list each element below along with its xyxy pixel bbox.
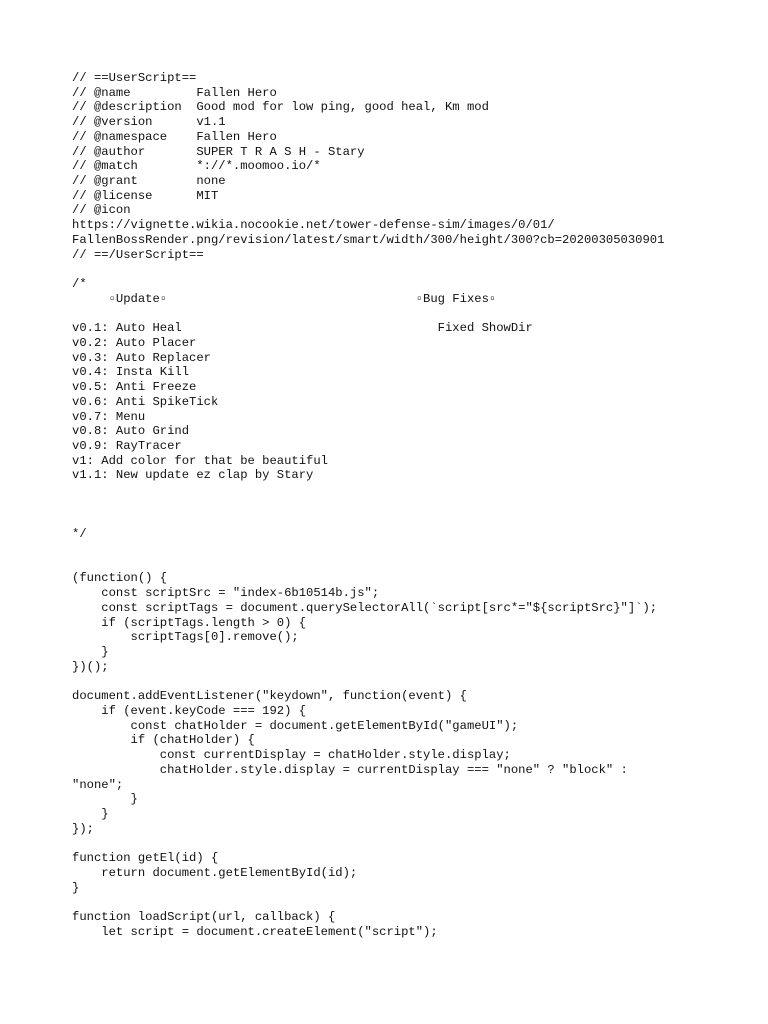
code-line: v0.8: Auto Grind xyxy=(72,424,190,439)
code-line: "none"; xyxy=(72,777,124,792)
code-line: v0.3: Auto Replacer xyxy=(72,350,211,365)
code-line: // @name Fallen Hero xyxy=(72,85,277,100)
code-line: const scriptSrc = "index-6b10514b.js"; xyxy=(72,586,380,601)
code-line: if (event.keyCode === 192) { xyxy=(72,703,307,718)
code-line xyxy=(72,542,752,557)
code-line: v0.1: Auto Heal Fixed ShowDir xyxy=(72,321,533,336)
code-line: v1.1: New update ez clap by Stary xyxy=(72,468,314,483)
code-line: }); xyxy=(72,821,94,836)
code-line: // @namespace Fallen Hero xyxy=(72,129,277,144)
code-line: // @author SUPER T R A S H - Stary xyxy=(72,144,365,159)
code-line: */ xyxy=(72,527,87,542)
code-line: const chatHolder = document.getElementById("gameUI"); xyxy=(72,718,519,733)
code-line: } xyxy=(72,806,109,821)
code-line: } xyxy=(72,792,138,807)
code-line: v0.2: Auto Placer xyxy=(72,335,197,350)
code-line: document.addEventListener("keydown", function(event) { xyxy=(72,689,467,704)
code-line: chatHolder.style.display = currentDisplay === "none" ? "block" : xyxy=(72,762,628,777)
code-line xyxy=(72,498,752,513)
code-line xyxy=(72,895,752,910)
code-line xyxy=(72,836,752,851)
code-line: v0.7: Menu xyxy=(72,409,146,424)
code-line: } xyxy=(72,880,80,895)
code-line: scriptTags[0].remove(); xyxy=(72,630,299,645)
code-line xyxy=(72,262,752,277)
code-line: v0.6: Anti SpikeTick xyxy=(72,394,219,409)
code-line: if (chatHolder) { xyxy=(72,733,255,748)
code-line: } xyxy=(72,645,109,660)
code-line: return document.getElementById(id); xyxy=(72,865,358,880)
code-line: v0.9: RayTracer xyxy=(72,438,182,453)
code-line: // @icon xyxy=(72,203,131,218)
code-line: function loadScript(url, callback) { xyxy=(72,909,336,924)
code-listing xyxy=(72,71,752,939)
code-line: const currentDisplay = chatHolder.style.display; xyxy=(72,748,511,763)
code-line: v1: Add color for that be beautiful xyxy=(72,453,328,468)
code-line: https://vignette.wikia.nocookie.net/tower-defense-sim/images/0/01/ xyxy=(72,218,555,233)
code-line: FallenBossRender.png/revision/latest/smart/width/300/height/300?cb=20200305030901 xyxy=(72,232,665,247)
code-line: const scriptTags = document.querySelectorAll(`script[src*="${scriptSrc}"]`); xyxy=(72,600,658,615)
code-line: /* xyxy=(72,277,87,292)
code-line: function getEl(id) { xyxy=(72,851,219,866)
code-line: // @description Good mod for low ping, good heal, Km mod xyxy=(72,100,489,115)
code-line: v0.5: Anti Freeze xyxy=(72,380,197,395)
code-line: // @version v1.1 xyxy=(72,115,226,130)
code-line xyxy=(72,513,752,528)
code-line: // @match *://*.moomoo.io/* xyxy=(72,159,321,174)
code-line: ▫Update▫ ▫Bug Fixes▫ xyxy=(72,291,497,306)
code-line xyxy=(72,307,752,322)
code-line: // ==UserScript== xyxy=(72,71,197,85)
code-line xyxy=(72,483,752,498)
code-line: if (scriptTags.length > 0) { xyxy=(72,615,307,630)
code-line xyxy=(72,674,752,689)
code-line: v0.4: Insta Kill xyxy=(72,365,190,380)
code-line xyxy=(72,557,752,572)
code-line: // @license MIT xyxy=(72,188,219,203)
code-line: // @grant none xyxy=(72,174,226,189)
code-line: let script = document.createElement("script"); xyxy=(72,924,438,939)
code-line: // ==/UserScript== xyxy=(72,247,204,262)
code-line: })(); xyxy=(72,659,109,674)
code-line: (function() { xyxy=(72,571,168,586)
